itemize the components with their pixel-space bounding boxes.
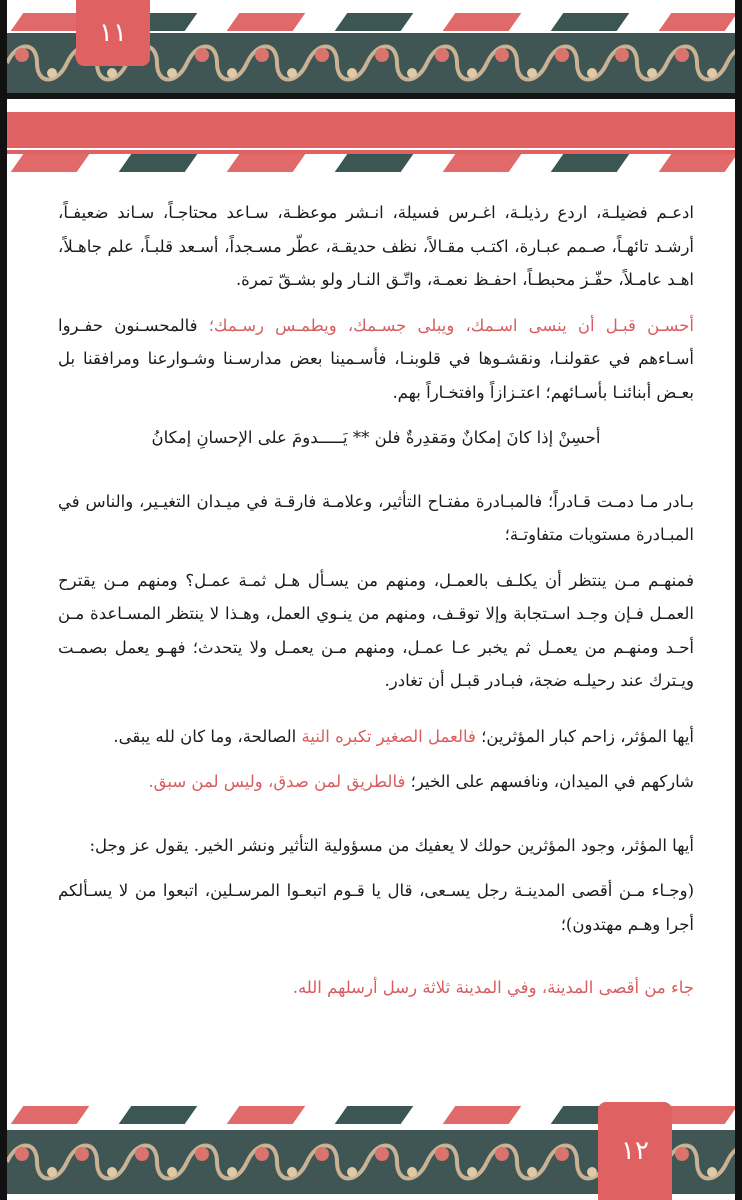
stripe-segment: [443, 1106, 522, 1124]
paragraph-influencer: [58, 720, 694, 754]
right-gutter: [735, 0, 742, 1200]
stripe-segment: [659, 154, 735, 172]
page-number-badge-top: [76, 0, 150, 66]
stripe-segment: [227, 1106, 306, 1124]
header-divider: [7, 93, 735, 99]
paragraph-initiative: بـادر مـا دمـت قـادراً؛ فالمبـادرة مفتـاح التأثير، وعلامـة فارقـة في ميـدان التغيـير، والناس في المبـادرة مستويات متفاوتـة؛: [58, 491, 694, 544]
page-body: [58, 196, 694, 1005]
page-number-badge-bottom: [598, 1102, 672, 1200]
ornament-motif: [487, 1146, 547, 1179]
airmail-stripes-header: [7, 154, 735, 172]
poetry-verse: أحسِنْ إذا كانَ إمكانٌ ومَقدِرةٌ فلن ** يَـــــدومَ على الإحسانِ إمكانُ: [151, 428, 601, 447]
paragraph-types: فمنهـم مـن ينتظر أن يكلـف بالعمـل، ومنهم من يسـأل هـل ثمـة عمـل؟ ومنهم مـن يقترح العمـل فـإن وجـد اسـتجابة وإلا توقـف، ومنهم من ينـوي العمل، وهـذا لا ينتظر المسـاعدة مـن أحـد ومنهـم من يعمـل ثم يخبر عـا عمـل، ومنهم مـن يعمـل ولا يتحدث؛ فهـو يعمل بصمـت ويـترك عند رحيلـه ضجة، فبـادر قبـل أن تغادر.: [58, 570, 694, 690]
ornament-motif: [667, 1146, 727, 1179]
ornament-motif: [187, 47, 247, 80]
highlight-intention: فالعمل الصغير تكبره النية: [301, 726, 476, 746]
ornament-motif: [247, 47, 307, 80]
stripe-segment: [119, 154, 198, 172]
ornament-motif: [487, 47, 547, 80]
left-gutter: [0, 0, 7, 1200]
paragraph-compete: [58, 765, 694, 799]
ornament-motif: [307, 1146, 367, 1179]
paragraph-conclusion: جاء من أقصى المدينة، وفي المدينة ثلاثة رسل أرسلهم الله.: [292, 978, 694, 997]
stripe-segment: [11, 154, 90, 172]
stripe-segment: [335, 154, 414, 172]
ornament-motif: [727, 1146, 735, 1179]
ornament-motif: [7, 1146, 67, 1179]
ornament-motif: [247, 1146, 307, 1179]
ornament-motif: [67, 1146, 127, 1179]
compete-text-start: شاركهم في الميدان، ونافسهم على الخير؛: [405, 772, 694, 791]
paragraph-responsibility: أيها المؤثر، وجود المؤثرين حولك لا يعفيك من مسؤولية التأثير ونشر الخير. يقول عز وجل:: [89, 835, 694, 855]
ornament-motif: [547, 47, 607, 80]
ornament-motif: [727, 47, 735, 80]
stripe-segment: [119, 1106, 198, 1124]
highlight-do-good: أحسـن قبـل أن ينسى اسـمك، ويبلى جسـمك، ويطمـس رسـمك؛: [208, 315, 694, 335]
page-number-bottom: ١٢: [621, 1136, 649, 1166]
ornament-motif: [667, 47, 727, 80]
stripe-segment: [335, 13, 414, 31]
stripe-segment: [659, 13, 735, 31]
ornament-motif: [7, 47, 67, 80]
ornament-motif: [427, 1146, 487, 1179]
stripe-segment: [443, 154, 522, 172]
stripe-segment: [551, 154, 630, 172]
ornament-motif: [367, 1146, 427, 1179]
influencer-text-end: الصالحة، وما كان لله يبقى.: [113, 726, 302, 746]
influencer-text-start: أيها المؤثر، زاحم كبار المؤثرين؛: [475, 726, 694, 746]
stripe-segment: [551, 13, 630, 31]
stripe-segment: [227, 154, 306, 172]
ornament-motif: [427, 47, 487, 80]
paragraph-do-good: [58, 309, 694, 410]
ornament-motif: [607, 47, 667, 80]
paragraph-virtues: ادعـم فضيلـة، اردع رذيلـة، اغـرس فسيلة، انـشر موعظـة، سـاعد محتاجـاً، سـاند ضعيفـاً، أرشـد تائهـاً، صـمم عبـارة، اكتـب مقـالاً، نظف حديقـة، عطّر مسـجداً، أسـعد قلبـاً، علم جاهـلاً، اهـد عامـلاً، حفّـز محبطـاً، احفـظ نعمـة، واتّـق النـار ولو بشـقّ تمرة.: [58, 203, 694, 289]
stripe-segment: [227, 13, 306, 31]
stripe-segment: [443, 13, 522, 31]
ornament-motif: [127, 1146, 187, 1179]
highlight-path: فالطريق لمن صدق، وليس لمن سبق.: [148, 772, 406, 791]
paragraph-do-good-text: فالمحسـنون حفـروا أسـاءهم في عقولنـا، ونقشـوها في قلوبنـا، فأسـمينا بعض مدارسـنا وشـوارعنا ومرافقنا بل بعـض أبنائنـا بأسـائهم؛ اعتـزازاً وافتخـاراً بهم.: [58, 315, 694, 402]
ornament-motif: [307, 47, 367, 80]
page-number-top: ١١: [99, 18, 127, 48]
stripe-segment: [11, 1106, 90, 1124]
stripe-segment: [335, 1106, 414, 1124]
ornament-motif: [367, 47, 427, 80]
quran-quote: (وجـاء مـن أقصى المدينـة رجل يسـعى، قال يا قـوم اتبعـوا المرسـلين، اتبعوا من لا يسـألكم أجرا وهـم مهتدون)؛: [58, 881, 694, 934]
red-bar-top: [7, 112, 735, 148]
ornament-motif: [187, 1146, 247, 1179]
